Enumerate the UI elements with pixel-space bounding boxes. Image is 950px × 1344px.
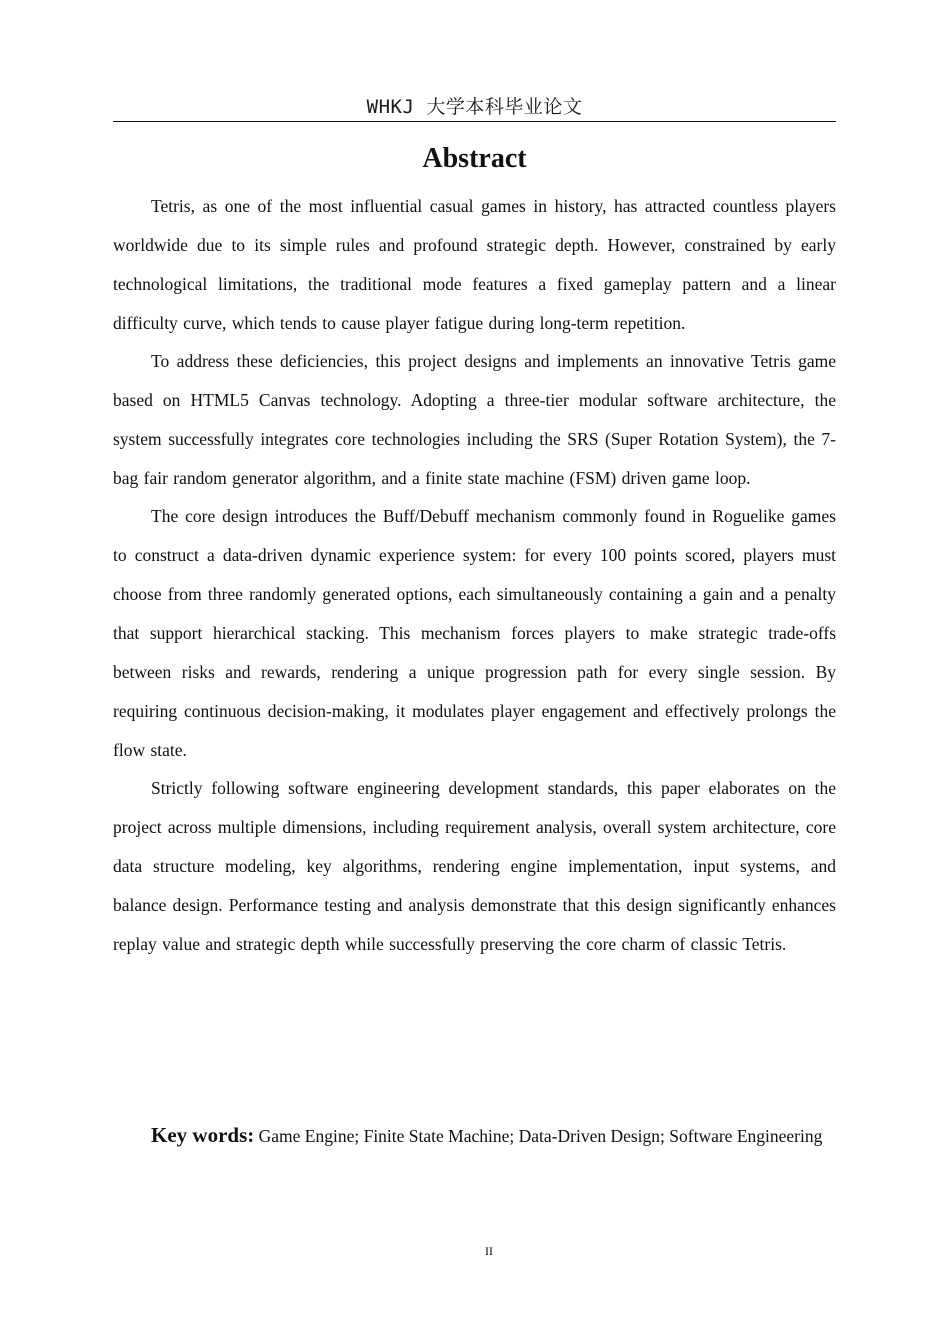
header-rule [113,121,836,122]
abstract-title: Abstract [422,143,527,174]
keywords-text: Game Engine; Finite State Machine; Data-Driven Design; Software Engineering [258,1126,823,1146]
abstract-paragraph-3: The core design introduces the Buff/Debuff mechanism commonly found in Roguelike games to construct a data-driven dynamic experience system: for every 100 points scored, players must choose from three randomly generated options, each simultaneously containing a gain and a penalty that support hierarchical stacking. This mechanism forces players to make strategic trade-offs between risks and rewards, rendering a unique progression path for every single session. By requiring continuous decision-making, it modulates player engagement and effectively prolongs the flow state. [113,506,836,760]
abstract-paragraph-2: To address these deficiencies, this project designs and implements an innovative Tetris game based on HTML5 Canvas technology. Adopting a three-tier modular software architecture, the system successfully integrates core technologies including the SRS (Super Rotation System), the 7-bag fair random generator algorithm, and a finite state machine (FSM) driven game loop. [113,351,836,488]
running-header: WHKJ 大学本科毕业论文 [366,96,583,118]
abstract-body [113,187,836,963]
keywords-line [113,1120,836,1151]
abstract-paragraph-1: Tetris, as one of the most influential casual games in history, has attracted countless players worldwide due to its simple rules and profound strategic depth. However, constrained by early technological limitations, the traditional mode features a fixed gameplay pattern and a linear difficulty curve, which tends to cause player fatigue during long-term repetition. [113,196,836,333]
abstract-paragraph-4: Strictly following software engineering development standards, this paper elaborates on the project across multiple dimensions, including requirement analysis, overall system architecture, core data structure modeling, key algorithms, rendering engine implementation, input systems, and balance design. Performance testing and analysis demonstrate that this design significantly enhances replay value and strategic depth while successfully preserving the core charm of classic Tetris. [113,778,836,954]
keywords-label: Key words: [151,1123,255,1147]
page-number: II [485,1244,493,1258]
